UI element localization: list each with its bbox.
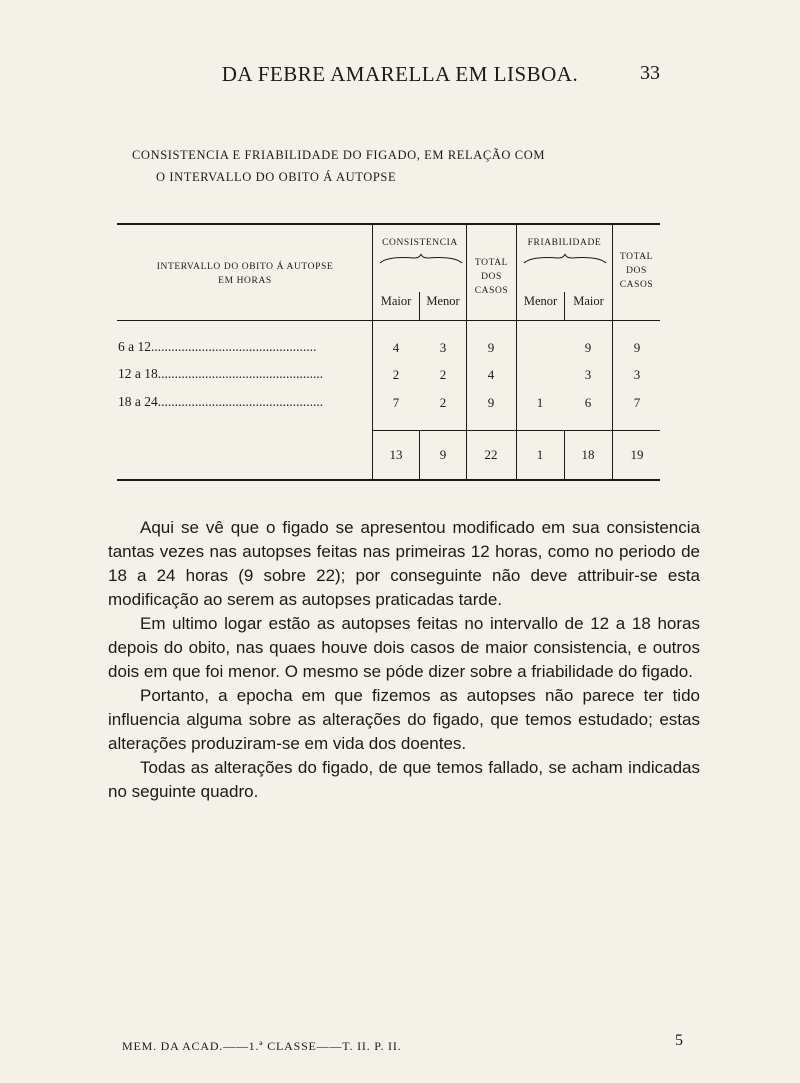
running-head [0, 62, 800, 88]
total-header-1: TOTAL DOS CASOS [474, 258, 509, 296]
cell-total-2: 3 [633, 367, 641, 382]
caption-line-1: CONSISTENCIA E FRIABILIDADE DO FIGADO, EM RELAÇÃO COM [132, 148, 546, 162]
footer-signature-mark: 5 [675, 1032, 683, 1049]
cell-total-1: 9 [487, 340, 495, 355]
total-header-2: TOTAL DOS CASOS [619, 252, 654, 290]
row-label: 12 a 18................................................. [118, 366, 324, 381]
cell-consistencia-menor: 2 [439, 367, 447, 382]
total-friabilidade-menor: 1 [536, 447, 544, 462]
brace-icon [522, 252, 608, 266]
table-top-rule [117, 223, 660, 225]
footer-signature: MEM. DA ACAD.——1.ª CLASSE——T. II. P. II. [122, 1039, 402, 1053]
row-label: 18 a 24................................................. [118, 394, 324, 409]
body-text [108, 516, 700, 804]
friabilidade-header: FRIABILIDADE [527, 238, 602, 248]
paragraph: Todas as alterações do figado, de que temos fallado, se acham indicadas no seguinte quadro. [108, 758, 700, 801]
cell-consistencia-maior: 7 [392, 395, 400, 410]
consistencia-maior-header: Maior [380, 294, 412, 308]
total-total-1: 22 [484, 447, 498, 462]
cell-friabilidade-maior: 3 [584, 367, 592, 382]
cell-consistencia-menor: 2 [439, 395, 447, 410]
consistencia-menor-header: Menor [426, 294, 460, 308]
cell-consistencia-maior: 4 [392, 340, 400, 355]
table-bottom-rule [117, 479, 660, 481]
interval-header: INTERVALLO DO OBITO Á AUTOPSE EM HORAS [156, 262, 334, 286]
cell-friabilidade-maior: 9 [584, 340, 592, 355]
running-title: DA FEBRE AMARELLA EM LISBOA. [221, 62, 579, 86]
column-divider [516, 224, 517, 480]
cell-consistencia-menor: 3 [439, 340, 447, 355]
page-number: 33 [640, 62, 660, 84]
friabilidade-menor-header: Menor [523, 294, 558, 308]
consistencia-header: CONSISTENCIA [382, 238, 458, 248]
paragraph: Portanto, a epocha em que fizemos as autopses não parece ter tido influencia alguma sobre as alterações do figado, que temos estudado; estas alterações produziram-se em vida dos doentes. [108, 686, 700, 753]
cell-friabilidade-menor: 1 [536, 395, 544, 410]
total-total-2: 19 [630, 447, 644, 462]
paragraph: Aqui se vê que o figado se apresentou modificado em sua consistencia tantas vezes nas autopses feitas nas primeiras 12 horas, como no periodo de 18 a 24 horas (9 sobre 22); por conseguinte não deve attribuir-se esta modificação ao serem as autopses praticadas tarde. [108, 518, 700, 609]
brace-icon [378, 252, 464, 266]
cell-total-1: 4 [487, 367, 495, 382]
paragraph: Em ultimo logar estão as autopses feitas no intervallo de 12 a 18 horas depois do obito, nas quaes houve dois casos de maior consistencia, e outros dois em que foi menor. O mesmo se póde dizer sobre a friabilidade do figado. [108, 614, 700, 681]
friabilidade-maior-header: Maior [573, 294, 604, 308]
total-consistencia-menor: 9 [439, 447, 447, 462]
cell-friabilidade-maior: 6 [584, 395, 592, 410]
cell-total-1: 9 [487, 395, 495, 410]
header-bottom-rule [117, 320, 660, 321]
total-friabilidade-maior: 18 [581, 447, 595, 462]
cell-total-2: 7 [633, 395, 641, 410]
table-caption [110, 144, 630, 188]
cell-consistencia-maior: 2 [392, 367, 400, 382]
total-consistencia-maior: 13 [389, 447, 403, 462]
cell-total-2: 9 [633, 340, 641, 355]
row-label: 6 a 12................................................. [118, 339, 317, 354]
caption-line-2: O INTERVALLO DO OBITO Á AUTOPSE [156, 170, 397, 184]
